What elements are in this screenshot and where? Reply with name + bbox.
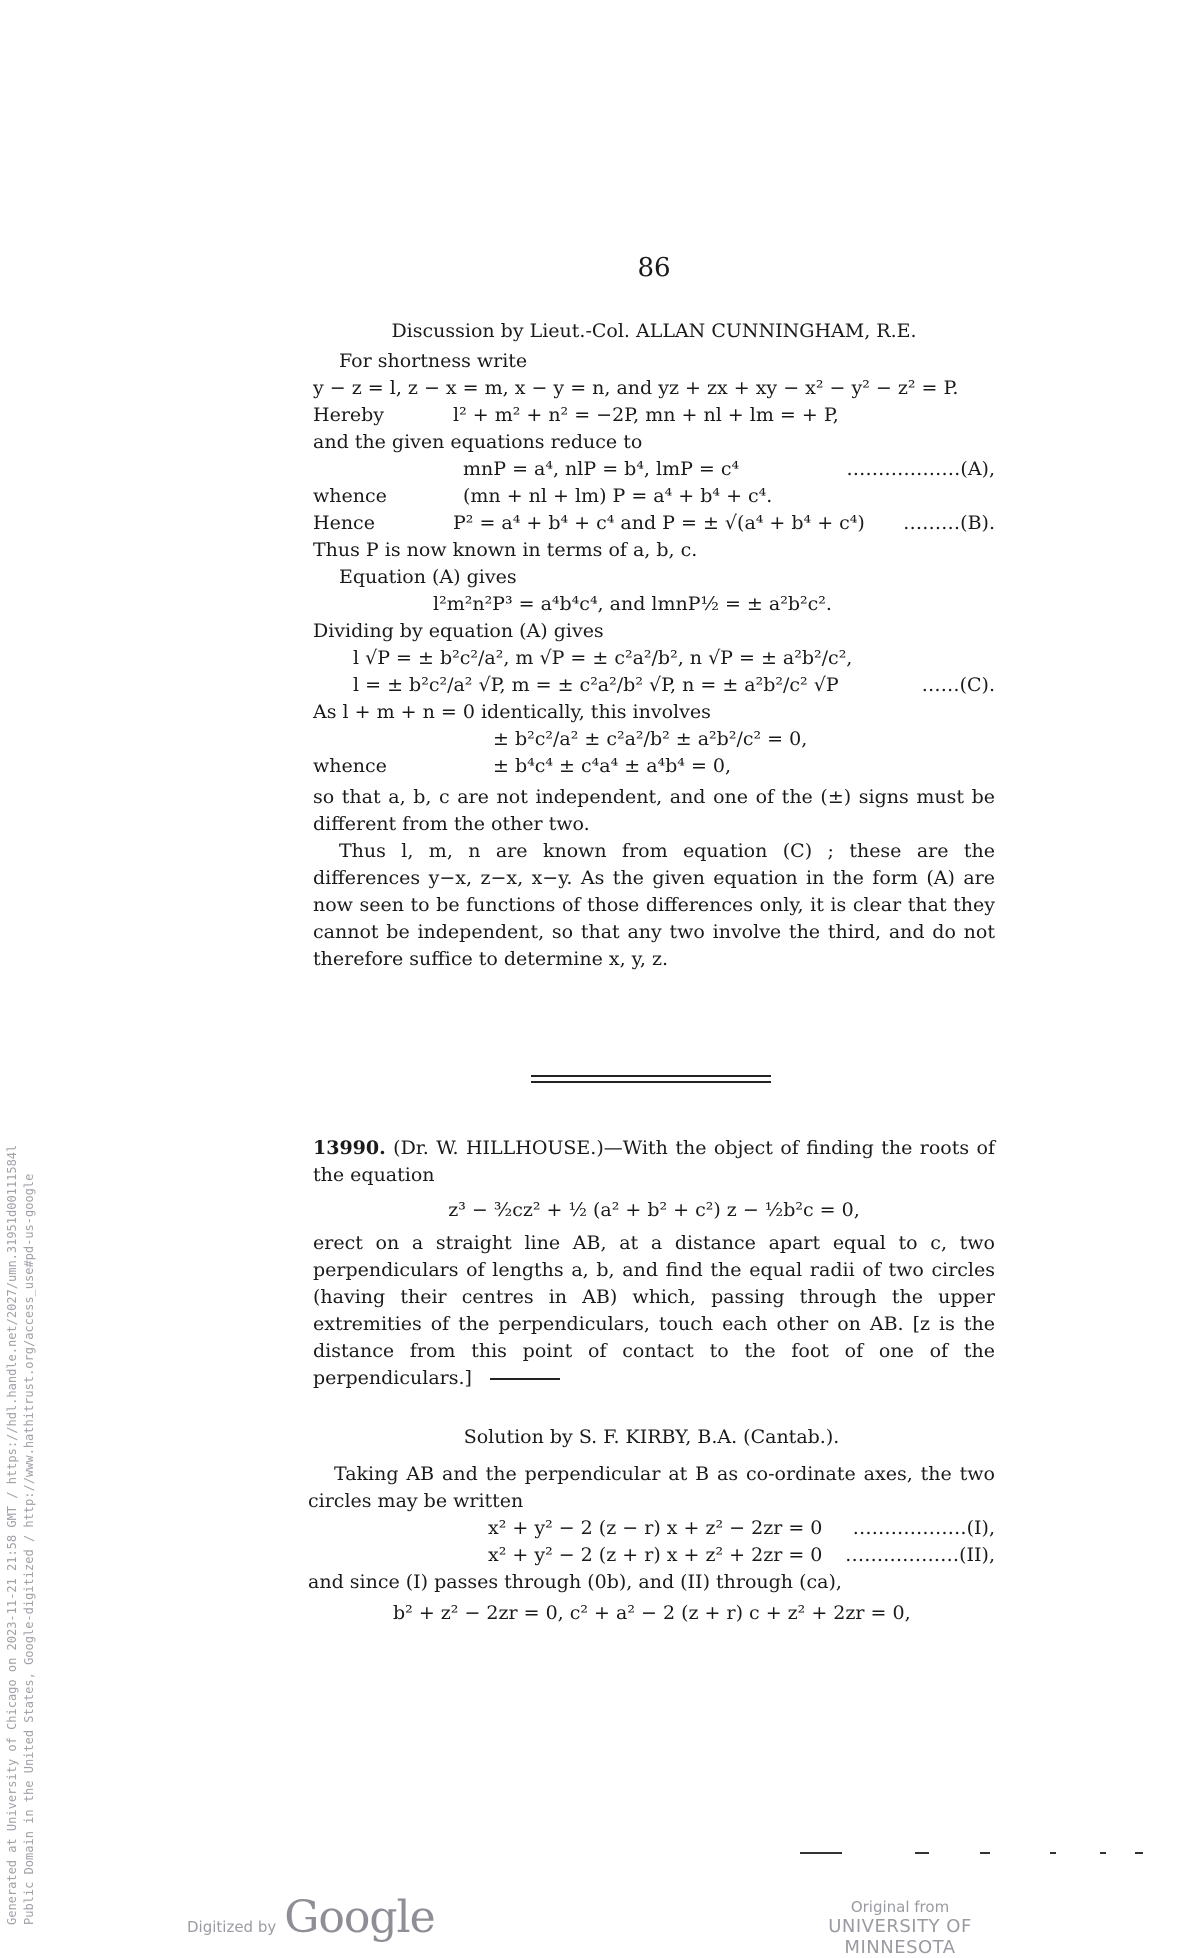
- discussion-line: [313, 672, 995, 699]
- bottom-dash-marks: [800, 1852, 1180, 1856]
- line-text: l √P = ± b²c²/a², m √P = ± c²a²/b², n √P = ± a²b²/c²,: [353, 647, 853, 669]
- solution-section: [308, 1424, 995, 1627]
- problem-author: (Dr. W. HILLHOUSE.): [393, 1137, 604, 1159]
- problem-intro-text: —With the object of finding the roots of the equation: [313, 1137, 995, 1186]
- problem-section: [313, 1135, 995, 1392]
- line-label: whence: [313, 755, 387, 777]
- line-label: Hence: [313, 512, 375, 534]
- problem-body: erect on a straight line AB, at a distance apart equal to c, two perpendiculars of lengths a, b, and find the equal radii of two circles (having their centres in AB) which, passing through the upper extremities of the perpendiculars, touch each other on AB. [z is the distance from this point of contact to the foot of one of the perpendiculars.]: [313, 1232, 995, 1389]
- discussion-line: [313, 375, 995, 402]
- problem-equation: z³ − ³⁄₂cz² + ½ (a² + b² + c²) z − ½b²c = 0,: [448, 1199, 860, 1221]
- discussion-paragraph-2: Thus l, m, n are known from equation (C) ; these are the differences y−x, z−x, x−y. As the given equation in the form (A) are now seen to be functions of those differences only, it is clear that they cannot be independent, so that any two involve the third, and do not therefore suffice to determine x, y, z.: [313, 840, 995, 970]
- line-text: (mn + nl + lm) P = a⁴ + b⁴ + c⁴.: [463, 485, 773, 507]
- line-label: whence: [313, 485, 387, 507]
- discussion-line: [313, 456, 995, 483]
- original-source: [770, 1898, 1030, 1958]
- problem-intro: [313, 1135, 995, 1189]
- solution-since: and since (I) passes through (0b), and (II) through (ca),: [308, 1571, 842, 1593]
- university-name: UNIVERSITY OF MINNESOTA: [828, 1916, 972, 1958]
- discussion-heading: Discussion by Lieut.-Col. ALLAN CUNNINGHAM, R.E.: [391, 320, 917, 342]
- equation-reference: ………………(A),: [846, 458, 995, 480]
- discussion-line: [313, 510, 995, 537]
- original-from-text: Original from: [850, 1898, 950, 1916]
- page-number: 86: [637, 253, 671, 283]
- problem-number: 13990.: [313, 1137, 386, 1159]
- solution-equation-1: x² + y² − 2 (z − r) x + z² − 2zr = 0 ………………(I),: [488, 1517, 995, 1539]
- discussion-line: [313, 645, 995, 672]
- line-text: ± b²c²/a² ± c²a²/b² ± a²b²/c² = 0,: [493, 728, 808, 750]
- line-label: Hereby: [313, 404, 385, 426]
- line-text: y − z = l, z − x = m, x − y = n, and yz + zx + xy − x² − y² − z² = P.: [313, 377, 959, 399]
- discussion-lines: [313, 348, 995, 780]
- line-text: l = ± b²c²/a² √P, m = ± c²a²/b² √P, n = ± a²b²/c² √P: [353, 674, 839, 696]
- discussion-line: [313, 483, 995, 510]
- line-text: ± b⁴c⁴ ± c⁴a⁴ ± a⁴b⁴ = 0,: [493, 755, 732, 777]
- discussion-line: [313, 753, 995, 780]
- line-text: Thus P is now known in terms of a, b, c.: [313, 539, 698, 561]
- discussion-line: [313, 591, 995, 618]
- google-digitized-badge: [187, 1892, 435, 1943]
- solution-last-equation: b² + z² − 2zr = 0, c² + a² − 2 (z + r) c + z² + 2zr = 0,: [393, 1602, 911, 1624]
- discussion-line: [313, 348, 995, 375]
- section-divider: [531, 1075, 771, 1083]
- line-text: As l + m + n = 0 identically, this involves: [313, 701, 711, 723]
- google-logo: Google: [284, 1892, 435, 1943]
- discussion-paragraph-1: so that a, b, c are not independent, and one of the (±) signs must be different from the other two.: [313, 786, 995, 835]
- discussion-line: [313, 564, 995, 591]
- discussion-line: [313, 537, 995, 564]
- solution-equation-2: x² + y² − 2 (z + r) x + z² + 2zr = 0 ………………(II),: [488, 1544, 995, 1566]
- line-text: P² = a⁴ + b⁴ + c⁴ and P = ± √(a⁴ + b⁴ + c⁴): [453, 512, 865, 534]
- line-text: For shortness write: [339, 350, 528, 372]
- equation-reference: ……(C).: [921, 674, 995, 696]
- discussion-line: [313, 699, 995, 726]
- line-text: l²m²n²P³ = a⁴b⁴c⁴, and lmnP½ = ± a²b²c².: [433, 593, 832, 615]
- solution-paragraph: Taking AB and the perpendicular at B as co-ordinate axes, the two circles may be written: [308, 1463, 995, 1512]
- digitized-by-text: Digitized by: [187, 1918, 277, 1936]
- discussion-line: [313, 726, 995, 753]
- solution-heading: Solution by S. F. KIRBY, B.A. (Cantab.).: [463, 1426, 840, 1448]
- short-rule: [490, 1378, 560, 1380]
- equation-reference: ………(B).: [903, 512, 995, 534]
- discussion-line: [313, 429, 995, 456]
- hathitrust-watermark: Generated at University of Chicago on 2023-11-21 21:58 GMT / https://hdl.handle.net/2027/umn.31951d00111584l Public Domain in the United States, Google-digitized / http://www.hathitrust.org/access_use#pd-us-google: [5, 1144, 36, 1925]
- line-text: and the given equations reduce to: [313, 431, 643, 453]
- discussion-section: [313, 318, 995, 973]
- line-text: Equation (A) gives: [339, 566, 517, 588]
- line-text: l² + m² + n² = −2P, mn + nl + lm = + P,: [453, 404, 839, 426]
- discussion-line: [313, 402, 995, 429]
- discussion-line: [313, 618, 995, 645]
- line-text: mnP = a⁴, nlP = b⁴, lmP = c⁴: [463, 458, 740, 480]
- line-text: Dividing by equation (A) gives: [313, 620, 604, 642]
